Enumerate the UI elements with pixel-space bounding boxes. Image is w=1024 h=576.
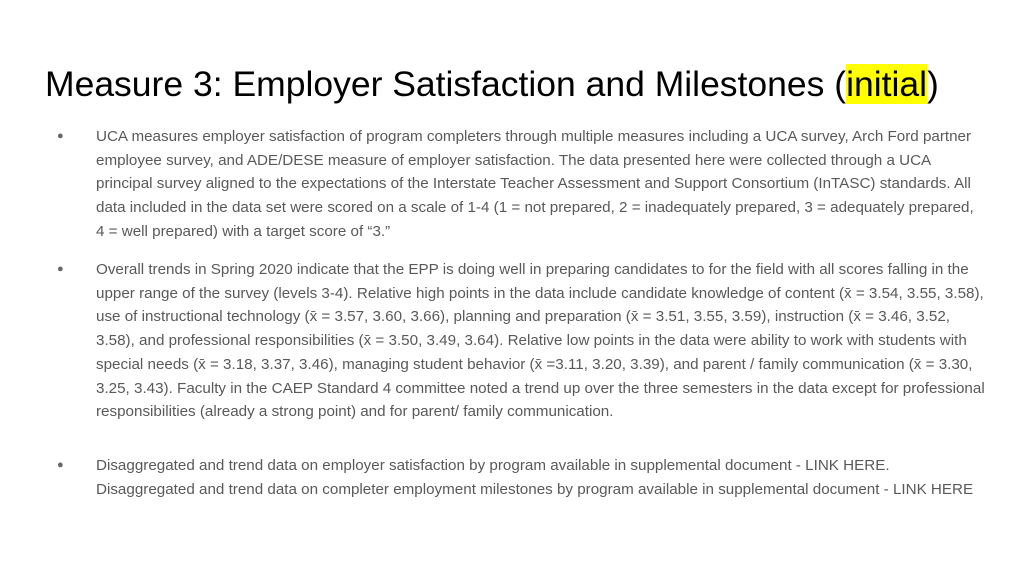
bullet-marker-icon: ● [57, 130, 64, 142]
bullet-text: Disaggregated and trend data on employer satisfaction by program available in supplemental document - LINK HERE. Disaggregated and trend data on completer employment milestones by program available in supplemental document - LINK HERE [96, 457, 974, 498]
title-prefix: Measure 3: Employer Satisfaction and Milestones ( [45, 64, 847, 104]
bullet-text: Overall trends in Spring 2020 indicate that the EPP is doing well in preparing candidates to for the field with all scores falling in the upper range of the survey (levels 3-4). Relative high points in the data include candidate knowledge of content (x̄ = 3.54, 3.55, 3.58), use of instructional technology (x̄ = 3.57, 3.60, 3.66), planning and preparation (x̄ = 3.51, 3.55, 3.59), instruction (x̄ = 3.46, 3.52, 3.58), and professional responsibilities (x̄ = 3.50, 3.49, 3.64). Relative low points in the data were ability to work with students with special needs (x̄ = 3.18, 3.37, 3.46), managing student behavior (x̄ =3.11, 3.20, 3.39), and parent / family communication (x̄ = 3.30, 3.25, 3.43). Faculty in the CAEP Standard 4 committee noted a trend up over the three semesters in the data except for professional responsibilities (already a strong point) and for parent/ family communication. [96, 261, 985, 421]
bullet-marker-icon: ● [57, 459, 64, 471]
slide-title [45, 60, 939, 108]
title-suffix: ) [927, 64, 939, 104]
title-highlight: initial [846, 64, 927, 104]
bullet-text: UCA measures employer satisfaction of program completers through multiple measures including a UCA survey, Arch Ford partner employee survey, and ADE/DESE measure of employer satisfaction. The data presented here were collected through a UCA principal survey aligned to the expectations of the Interstate Teacher Assessment and Support Consortium (InTASC) standards. All data included in the data set were scored on a scale of 1-4 (1 = not prepared, 2 = inadequately prepared, 3 = adequately prepared, 4 = well prepared) with a target score of “3.” [96, 128, 974, 240]
bullet-marker-icon: ● [57, 263, 64, 275]
